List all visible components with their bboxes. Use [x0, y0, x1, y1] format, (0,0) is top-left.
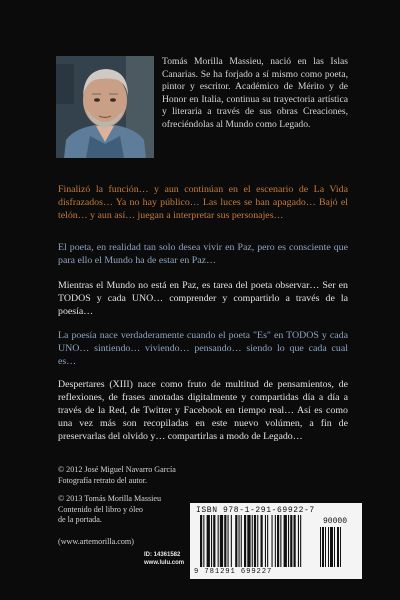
barcode-bars [200, 515, 350, 567]
paragraph-4: La poesía nace verdaderamente cuando el poeta "Es" en TODOS y cada UNO… sintiendo… viviendo… pensando… siendo lo que cada cual es… [58, 330, 348, 367]
isbn-label: ISBN 978-1-291-69922-7 [196, 506, 315, 515]
author-portrait [56, 56, 154, 158]
paragraph-1: Finalizó la función… y aun continúan en el escenario de La Vida disfrazados… Ya no hay público… Las luces se han apagado… Bajó el telón… y aun así… juegan a interpretar sus personajes… [58, 184, 348, 221]
lulu-site: www.lulu.com [144, 560, 185, 566]
lulu-info [144, 551, 188, 567]
content-credit-line: de la portada. [58, 515, 102, 525]
lulu-id: ID: 14361582 [144, 552, 181, 558]
content-credit-line: © 2013 Tomás Morilla Massieu [58, 494, 162, 503]
price-code: 90000 [323, 517, 348, 526]
paragraph-2: El poeta, en realidad tan solo desea vivir en Paz, pero es consciente que para ello el Mundo ha de estar en Paz… [58, 242, 348, 266]
author-bio: Tomás Morilla Massieu, nació en las Islas Canarias. Se ha forjado a sí mismo como poeta, pintor y escritor. Académico de Mérito y de Honor en Italia, continua su trayectoria artística y literaria a través de sus obras Creaciones, ofreciéndolas al Mundo como Legado. [162, 56, 348, 130]
paragraph-3: Mientras el Mundo no está en Paz, es tarea del poeta observar… Ser en TODOS y cada UNO… comprender y compartirlo a través de la poesía… [58, 280, 348, 317]
author-website: (www.artemorilla.com) [58, 537, 134, 546]
isbn-barcode [190, 503, 362, 579]
content-credit-line: Contenido del libro y óleo [58, 504, 143, 514]
barcode-digits: 9 781291 699227 [194, 568, 273, 576]
photo-credit-line: Fotografía retrato del autor. [58, 475, 147, 485]
photo-credit-line: © 2012 José Miguel Navarro García [58, 465, 176, 474]
paragraph-5: Despertares (XIII) nace como fruto de multitud de pensamientos, de reflexiones, de frases anotadas digitalmente y compartidas día a día a través de la Red, de Twitter y Facebook en tiempo real… Así es como una vez más son recopiladas en este nuevo volúmen, a fin de preservarlas del olvido y… compartirlas a modo de Legado… [58, 379, 348, 442]
photo-credit [58, 465, 238, 486]
